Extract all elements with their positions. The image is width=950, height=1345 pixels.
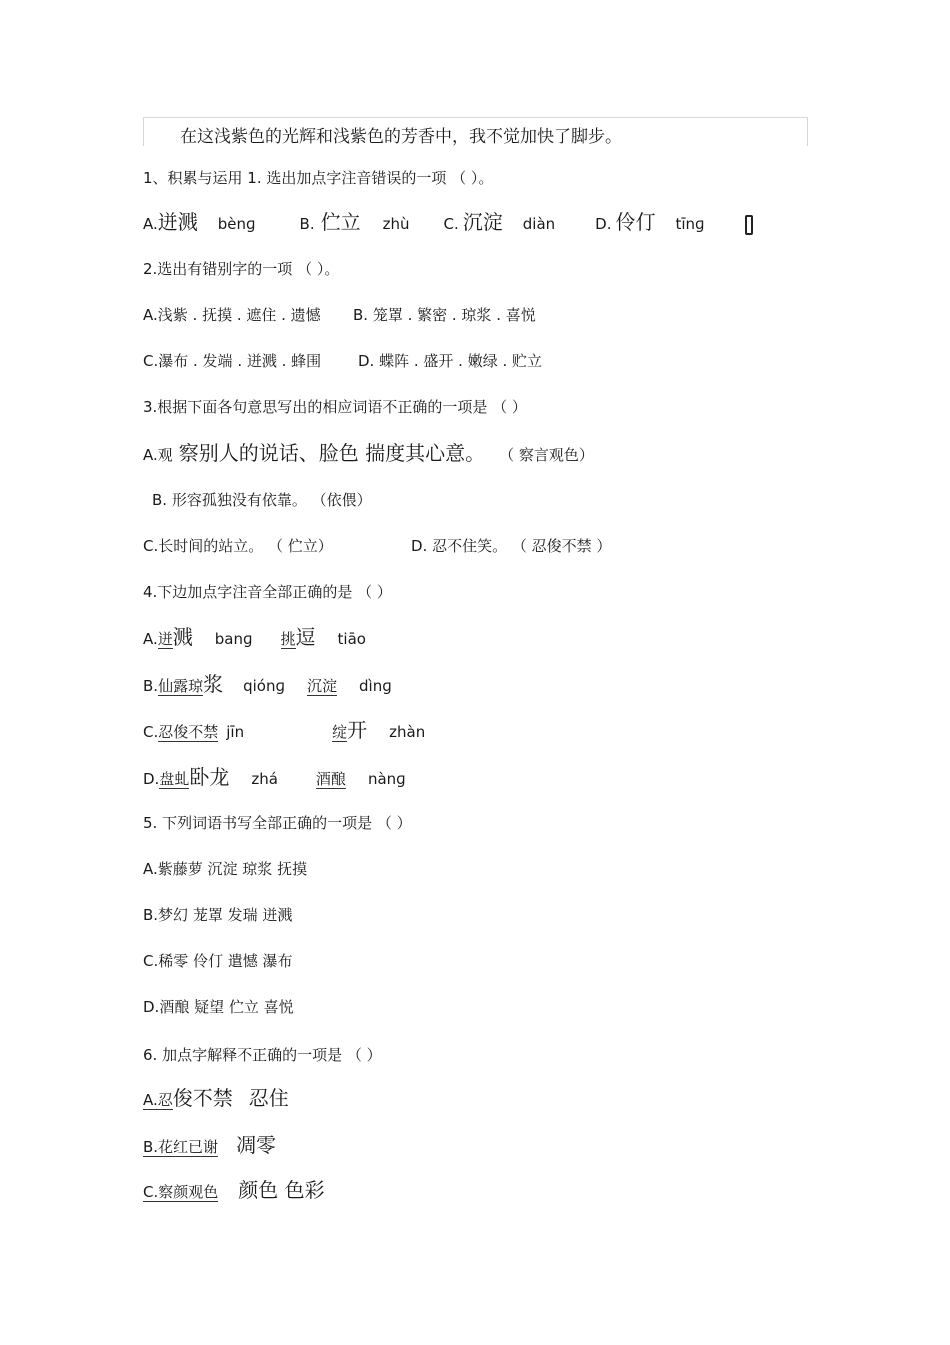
q4-c-word1: 忍俊不禁: [158, 723, 219, 741]
q3-option-a: [143, 443, 594, 465]
q1-a-label: A.: [143, 215, 158, 233]
q6-option-a: [143, 1088, 289, 1110]
q6-a-word: 俊不禁: [172, 1086, 233, 1110]
q1-d-word: 伶仃: [615, 210, 656, 234]
q4-a-label: A.: [143, 630, 158, 648]
q4-d-pinyin2: nànɡ: [367, 770, 406, 788]
q1-c-label: C.: [443, 215, 459, 233]
q1-d-pinyin: tīnɡ: [675, 215, 705, 233]
q4-option-c: [143, 720, 425, 742]
q5-option-d: D.酒酿 疑望 伫立 喜悦: [143, 998, 294, 1016]
q2-option-a: A.浅紫 . 抚摸 . 遮住 . 遗憾: [143, 306, 321, 324]
q4-d-label: D.: [143, 770, 160, 788]
q4-a-char1: 迸: [157, 630, 173, 648]
q1-b-pinyin: zhù: [382, 215, 410, 233]
q4-c-char2: 开: [347, 718, 368, 742]
ink-mark-icon: [745, 215, 753, 235]
q3-option-c: C.长时间的站立。 （ 伫立）: [143, 537, 333, 555]
q4-d-word3: 酒酿: [315, 770, 346, 788]
q6-stem: 6. 加点字解释不正确的一项是 （ ）: [143, 1046, 382, 1064]
q1-c-pinyin: diàn: [522, 215, 556, 233]
q1-c-word: 沉淀: [462, 210, 503, 234]
q4-a-char4: 逗: [295, 625, 316, 649]
q3-option-d: D. 忍不住笑。 （ 忍俊不禁 ）: [411, 537, 612, 555]
q2-option-d: D. 蝶阵 . 盛开 . 嫩绿 . 贮立: [358, 352, 542, 370]
q1-options: [143, 212, 753, 235]
q4-b-pinyin2: dìnɡ: [359, 677, 392, 695]
q4-a-pinyin2: tiāo: [337, 630, 366, 648]
q3-option-b: B. 形容孤独没有依靠。 （依偎）: [152, 491, 372, 509]
q5-option-c: C.稀零 伶仃 遣憾 瀑布: [143, 952, 293, 970]
q6-option-b: [143, 1135, 276, 1157]
intro-sentence: 在这浅紫色的光辉和浅紫色的芳香中，我不觉加快了脚步。: [180, 127, 622, 147]
q4-option-a: [143, 627, 366, 649]
q3-a-answer: （ 察言观色）: [499, 446, 594, 464]
q6-b-prefix: B.花红已谢: [143, 1138, 219, 1156]
q6-option-c: [143, 1180, 325, 1202]
q4-b-word1: 仙露琼: [158, 677, 204, 695]
q1-b-label: B.: [299, 215, 315, 233]
q2-option-c: C.瀑布 . 发端 . 迸溅 . 蜂围: [143, 352, 322, 370]
q1-stem: 1、积累与运用 1. 选出加点字注音错误的一项 （ ）。: [143, 169, 494, 187]
q4-b-label: B.: [143, 677, 159, 695]
q1-d-label: D.: [595, 215, 612, 233]
q4-c-char1: 绽: [332, 723, 348, 741]
q2-stem: 2.选出有错别字的一项 （ ）。: [143, 260, 340, 278]
q4-c-label: C.: [143, 723, 159, 741]
q4-a-char3: 挑: [280, 630, 296, 648]
q4-b-word2: 沉淀: [306, 677, 337, 695]
q3-stem: 3.根据下面各句意思写出的相应词语不正确的一项是 （ ）: [143, 398, 527, 416]
q1-a-pinyin: bènɡ: [217, 215, 256, 233]
q6-a-prefix: A.忍: [143, 1091, 173, 1109]
q4-d-word2: 卧龙: [189, 765, 230, 789]
q4-d-pinyin1: zhá: [251, 770, 278, 788]
q4-a-char2: 溅: [172, 625, 193, 649]
q1-a-word: 迸溅: [157, 210, 198, 234]
q4-option-b: [143, 674, 392, 696]
q4-a-pinyin1: banɡ: [214, 630, 253, 648]
q6-c-meaning: 颜色 色彩: [238, 1178, 325, 1202]
q4-option-d: [143, 767, 406, 789]
q4-stem: 4.下边加点字注音全部正确的是 （ ）: [143, 583, 392, 601]
q3-a-prefix: A.观: [143, 446, 173, 464]
q4-b-char: 浆: [203, 672, 224, 696]
q2-option-b: B. 笼罩 . 繁密 . 琼浆 . 喜悦: [353, 306, 536, 324]
q5-option-b: B.梦幻 茏罩 发瑞 迸溅: [143, 906, 293, 924]
q5-stem: 5. 下列词语书写全部正确的一项是 （ ）: [143, 814, 412, 832]
q6-b-meaning: 凋零: [236, 1133, 277, 1157]
q6-a-meaning: 忍住: [248, 1086, 289, 1110]
q4-d-word1: 盘虬: [159, 770, 190, 788]
q4-b-pinyin1: qiónɡ: [243, 677, 285, 695]
q6-c-prefix: C.察颜观色: [143, 1183, 219, 1201]
q5-option-a: A.紫藤萝 沉淀 琼浆 抚摸: [143, 860, 308, 878]
q4-c-pinyin2: zhàn: [389, 723, 426, 741]
q4-c-pinyin1: jīn: [226, 723, 245, 741]
q1-b-word: 伫立: [320, 210, 361, 234]
q3-a-text: 察别人的说话、脸色 揣度其心意。: [178, 441, 486, 465]
